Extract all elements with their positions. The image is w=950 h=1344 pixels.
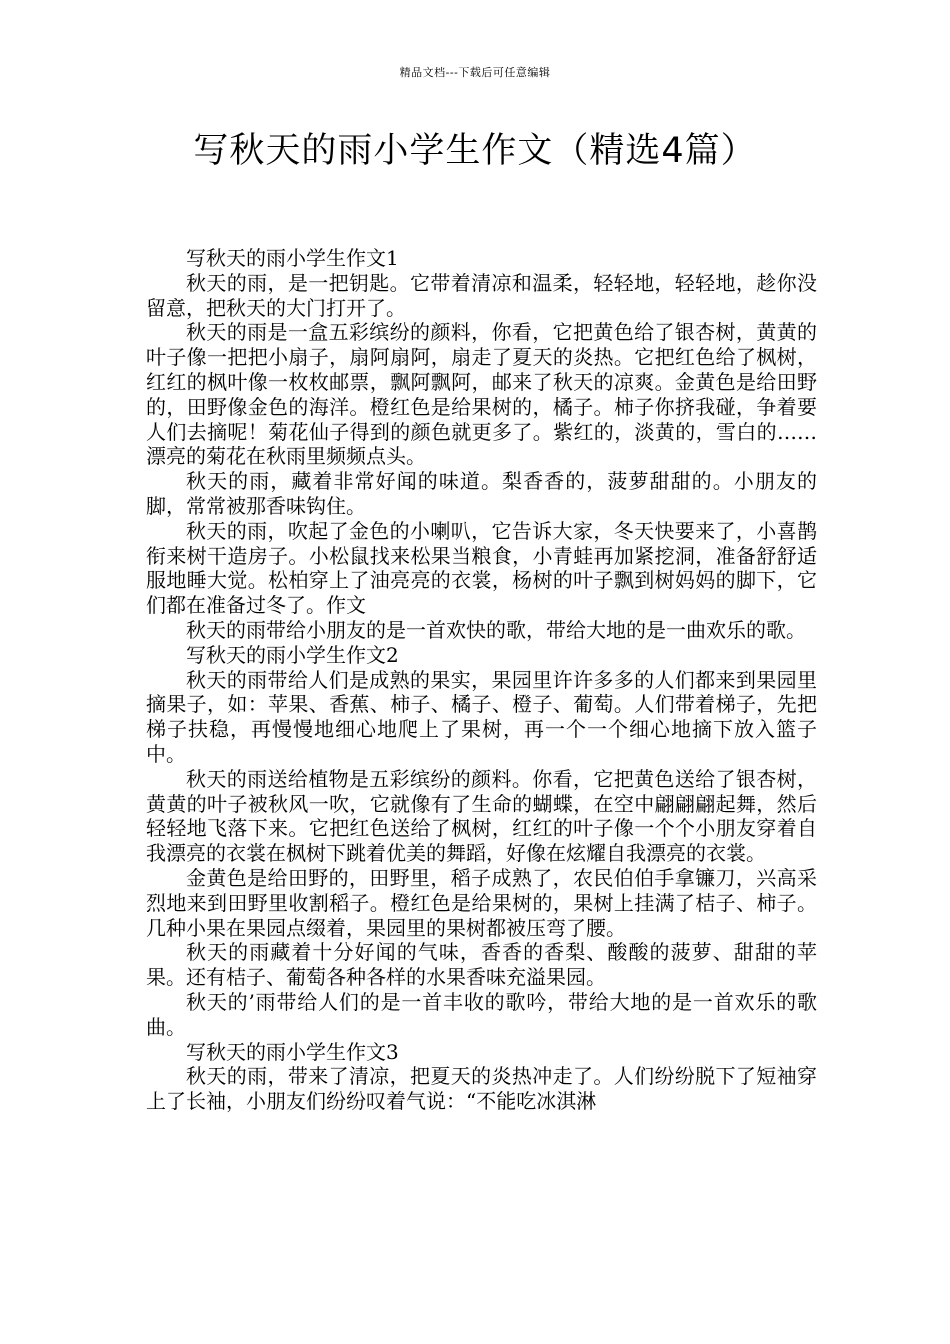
essay-3-heading: 写秋天的雨小学生作文3 <box>186 1039 399 1064</box>
essay-1-heading: 写秋天的雨小学生作文1 <box>186 246 399 270</box>
essay-2-paragraph-1: 秋天的雨带给人们是成熟的果实，果园里许许多多的人们都来到果园里摘果子，如：苹果、香蕉、柿子、橘子、橙子、葡萄。人们带着梯子，先把梯子扶稳，再慢慢地细心地爬上了果树，再一个一个细心地摘下放入篮子中。 <box>146 667 817 766</box>
essay-2-heading: 写秋天的雨小学生作文2 <box>186 642 399 667</box>
essay-1-paragraph-5: 秋天的雨带给小朋友的是一首欢快的歌，带给大地的是一曲欢乐的歌。 <box>186 617 806 642</box>
document-body <box>146 246 817 1114</box>
essay-2-paragraph-2: 秋天的雨送给植物是五彩缤纷的颜料。你看，它把黄色送给了银杏树，黄黄的叶子被秋风一吹，它就像有了生命的蝴蝶，在空中翩翩翩起舞，然后轻轻地飞落下来。它把红色送给了枫树，红红的叶子像一个个小朋友穿着自我漂亮的衣裳在枫树下跳着优美的舞蹈，好像在炫耀自我漂亮的衣裳。 <box>146 766 817 866</box>
essay-1-paragraph-2: 秋天的雨是一盒五彩缤纷的颜料，你看，它把黄色给了银杏树，黄黄的叶子像一把把小扇子，扇阿扇阿，扇走了夏天的炎热。它把红色给了枫树，红红的枫叶像一枚枚邮票，飘阿飘阿，邮来了秋天的凉爽。金黄色是给田野的，田野像金色的海洋。橙红色是给果树的，橘子。柿子你挤我碰，争着要人们去摘呢！菊花仙子得到的颜色就更多了。紫红的，淡黄的，雪白的……漂亮的菊花在秋雨里频频点头。 <box>146 320 817 469</box>
essay-1-paragraph-4: 秋天的雨，吹起了金色的小喇叭，它告诉大家，冬天快要来了，小喜鹊衔来树干造房子。小松鼠找来松果当粮食，小青蛙再加紧挖洞，准备舒舒适服地睡大觉。松柏穿上了油亮亮的衣裳，杨树的叶子飘到树妈妈的脚下，它们都在准备过冬了。作文 <box>146 518 817 618</box>
document-title: 写秋天的雨小学生作文（精选4篇） <box>193 131 757 171</box>
page-header: 精品文档---下载后可任意编辑 <box>399 66 551 79</box>
essay-1-paragraph-1: 秋天的雨，是一把钥匙。它带着清凉和温柔，轻轻地，轻轻地，趁你没留意，把秋天的大门打开了。 <box>146 270 817 320</box>
essay-1-paragraph-3: 秋天的雨，藏着非常好闻的味道。梨香香的，菠萝甜甜的。小朋友的脚，常常被那香味钩住。 <box>146 469 817 518</box>
essay-2-paragraph-5: 秋天的’雨带给人们的是一首丰收的歌吟，带给大地的是一首欢乐的歌曲。 <box>146 989 817 1039</box>
essay-3-paragraph-1: 秋天的雨，带来了清凉，把夏天的炎热冲走了。人们纷纷脱下了短袖穿上了长袖，小朋友们纷纷叹着气说：“不能吃冰淇淋 <box>146 1064 817 1114</box>
essay-2-paragraph-3: 金黄色是给田野的，田野里，稻子成熟了，农民伯伯手拿镰刀，兴高采烈地来到田野里收割稻子。橙红色是给果树的，果树上挂满了桔子、柿子。几种小果在果园点缀着，果园里的果树都被压弯了腰。 <box>146 865 817 940</box>
essay-2-paragraph-4: 秋天的雨藏着十分好闻的气味，香香的香梨、酸酸的菠萝、甜甜的苹果。还有桔子、葡萄各种各样的水果香味充溢果园。 <box>146 940 817 990</box>
